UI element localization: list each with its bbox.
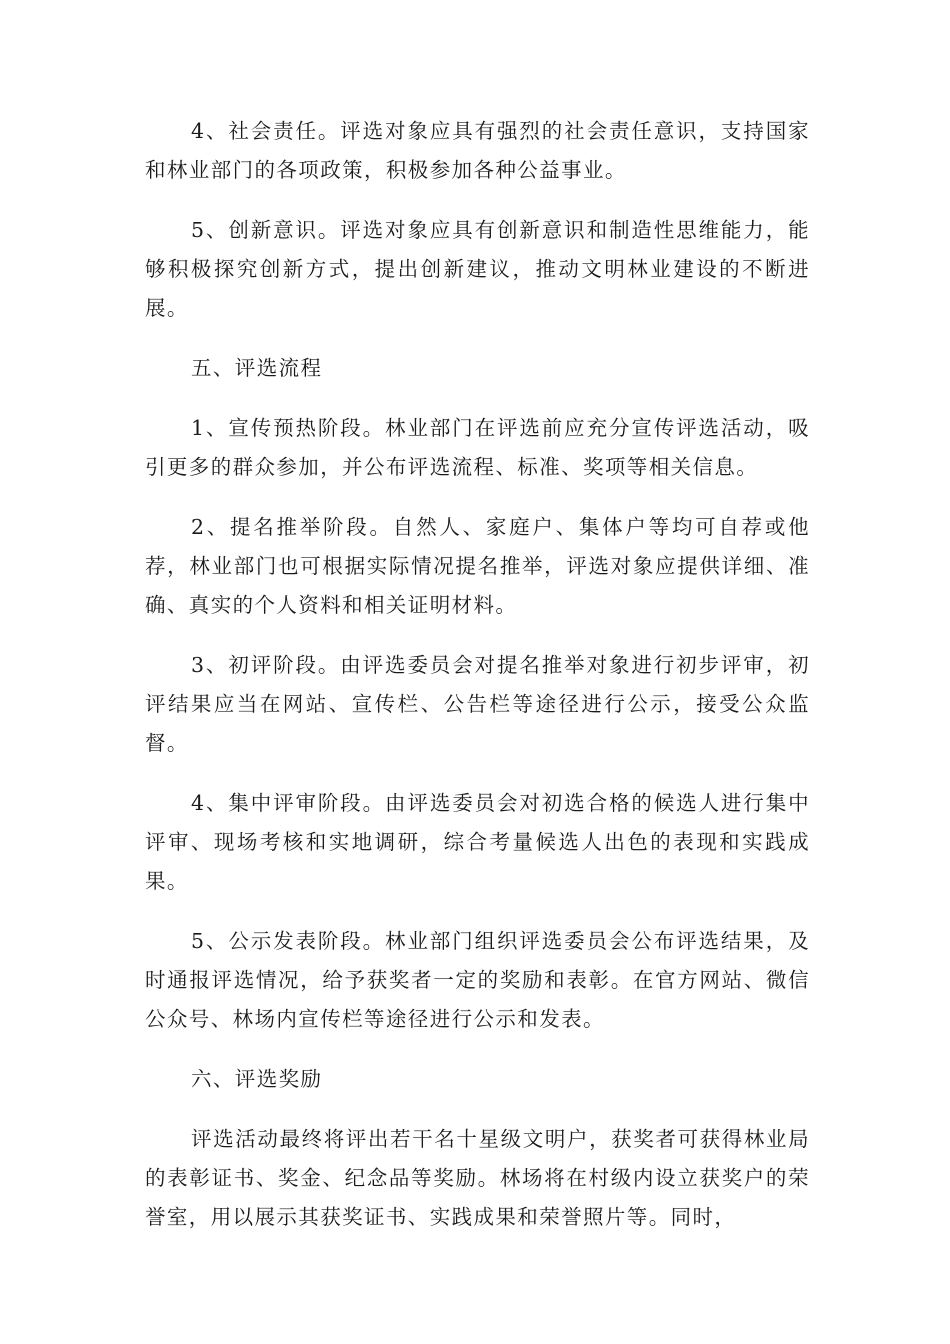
paragraph-centralized-review-stage: 4、集中评审阶段。由评选委员会对初选合格的候选人进行集中评审、现场考核和实地调研，综合考量候选人出色的表现和实践成果。	[145, 791, 810, 893]
paragraph-rewards-description: 评选活动最终将评出若干名十星级文明户，获奖者可获得林业局的表彰证书、奖金、纪念品等奖励。林场将在村级内设立获奖户的荣誉室，用以展示其获奖证书、实践成果和荣誉照片等。同时，	[145, 1127, 810, 1229]
section-heading-selection-rewards: 六、评选奖励	[191, 1067, 323, 1091]
paragraph-innovation-awareness: 5、创新意识。评选对象应具有创新意识和制造性思维能力，能够积极探究创新方式，提出创新建议，推动文明林业建设的不断进展。	[145, 218, 810, 320]
paragraph-nomination-stage: 2、提名推举阶段。自然人、家庭户、集体户等均可自荐或他荐，林业部门也可根据实际情况提名推举，评选对象应提供详细、准确、真实的个人资料和相关证明材料。	[145, 515, 810, 617]
section-heading-selection-process: 五、评选流程	[191, 356, 323, 380]
paragraph-publicity-stage: 1、宣传预热阶段。林业部门在评选前应充分宣传评选活动，吸引更多的群众参加，并公布评选流程、标准、奖项等相关信息。	[145, 416, 810, 479]
paragraph-announcement-stage: 5、公示发表阶段。林业部门组织评选委员会公布评选结果，及时通报评选情况，给予获奖者一定的奖励和表彰。在官方网站、微信公众号、林场内宣传栏等途径进行公示和发表。	[145, 929, 810, 1031]
paragraph-social-responsibility: 4、社会责任。评选对象应具有强烈的社会责任意识，支持国家和林业部门的各项政策，积极参加各种公益事业。	[145, 119, 810, 182]
paragraph-preliminary-review-stage: 3、初评阶段。由评选委员会对提名推举对象进行初步评审，初评结果应当在网站、宣传栏、公告栏等途径进行公示，接受公众监督。	[145, 653, 810, 755]
document-body	[145, 112, 810, 1258]
